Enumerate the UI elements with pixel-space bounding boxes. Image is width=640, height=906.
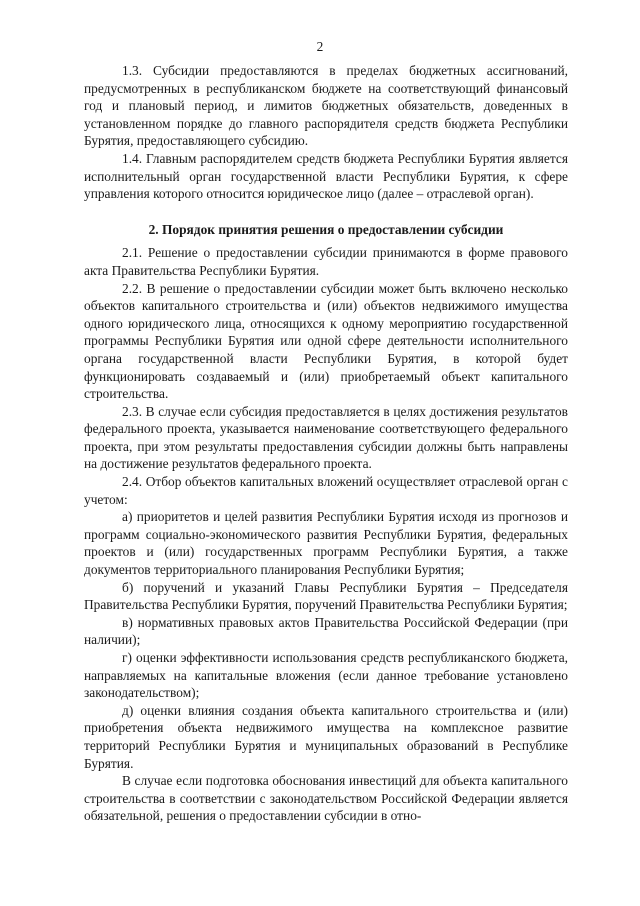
paragraph-2-3: 2.3. В случае если субсидия предоставляется в целях достижения результатов федерального проекта, указывается наименование соответствующего федерального проекта, при этом результаты предоставления субсидии должны быть направлены на достижение результатов федерального проекта.	[84, 403, 568, 472]
paragraph-2-1: 2.1. Решение о предоставлении субсидии принимаются в форме правового акта Правительства Республики Бурятия.	[84, 245, 568, 278]
list-item-a: а) приоритетов и целей развития Республики Бурятия исходя из прогнозов и программ социально-экономического развития Республики Бурятия, федеральных проектов и (или) государственных программ Республики Бурятия, а также документов территориального планирования Республики Бурятия;	[84, 509, 568, 578]
paragraph-2-2: 2.2. В решение о предоставлении субсидии может быть включено несколько объектов капитального строительства и (или) объектов недвижимого имущества одного юридического лица, относящихся к одному мероприятию государственной программы Республики Бурятия или одной сфере деятельности исполнительного органа государственной власти Республики Бурятия, в которой будет функционировать создаваемый и (или) приобретаемый объект капитального строительства.	[84, 280, 568, 402]
list-item-v: в) нормативных правовых актов Правительства Российской Федерации (при наличии);	[84, 614, 568, 648]
paragraph-investment-justification: В случае если подготовка обоснования инвестиций для объекта капитального строительства в соответствии с законодательством Российской Федерации является обязательной, решения о предоставлении субсидии в отно-	[84, 773, 568, 824]
list-item-b: б) поручений и указаний Главы Республики Бурятия – Председателя Правительства Республики Бурятия, поручений Правительства Республики Бурятия;	[84, 579, 568, 613]
section-heading: 2. Порядок принятия решения о предоставлении субсидии	[148, 221, 504, 237]
paragraph-1-3: 1.3. Субсидии предоставляются в пределах бюджетных ассигнований, предусмотренных в республиканском бюджете на соответствующий финансовый год и плановый период, и лимитов бюджетных обязательств, доведенных в установленном порядке до главного распорядителя средств бюджета Республики Бурятия, предоставляющего субсидию.	[84, 63, 568, 149]
document-body	[84, 62, 568, 825]
list-item-d: д) оценки влияния создания объекта капитального строительства и (или) приобретения объекта недвижимого имущества на комплексное развитие территорий Республики Бурятия и муниципальных образований в Республике Бурятия.	[84, 702, 568, 771]
paragraph-2-4: 2.4. Отбор объектов капитальных вложений осуществляет отраслевой орган с учетом:	[84, 474, 568, 507]
list-item-g: г) оценки эффективности использования средств республиканского бюджета, направляемых на капитальные вложения (если данное требование установлено законодательством);	[84, 650, 568, 701]
paragraph-1-4: 1.4. Главным распорядителем средств бюджета Республики Бурятия является исполнительный орган государственной власти Республики Бурятия, к сфере управления которого относится юридическое лицо (далее – отраслевой орган).	[84, 150, 568, 202]
page-number: 2	[316, 39, 324, 54]
